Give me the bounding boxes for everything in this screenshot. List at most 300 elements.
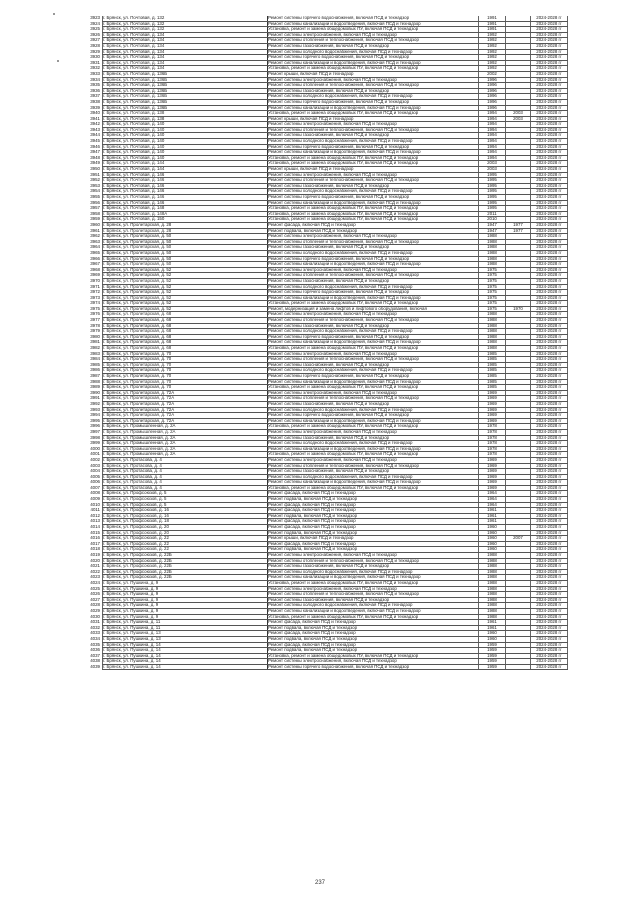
work-type-cell: Установка, ремонт и замена общедомовых ПУ, включая ПСД и технадзор: [268, 580, 479, 586]
row-number: 4000: [90, 446, 100, 451]
build-year-cell: 1988: [479, 580, 506, 586]
address-cell: г. Брянск, ул. Почтовая, д. 134: [103, 55, 268, 61]
work-type-cell: Ремонт системы канализации и водоотведения, включая ПСД и технадзор: [268, 480, 479, 486]
table-row: [86, 183, 568, 189]
planned-period-cell: 2024-2028 гг: [531, 513, 568, 519]
row-number: 3983: [90, 351, 100, 356]
address-cell: г. Брянск, ул. Почтовая, д. 132: [103, 16, 268, 21]
work-type-cell: Установка, ремонт и замена общедомовых ПУ, включая ПСД и технадзор: [268, 653, 479, 659]
row-number: 3948: [90, 155, 100, 160]
address-cell: г. Брянск, ул. Пролетарская, д. 52: [103, 290, 268, 296]
row-number: 3969: [90, 272, 100, 278]
build-year-cell: 1988: [479, 340, 506, 346]
table-row: [86, 16, 568, 21]
work-type-cell: Ремонт системы электроснабжения, включая ПСД и технадзор: [268, 32, 479, 38]
planned-period-cell: 2024-2028 гг: [531, 312, 568, 318]
row-number: 4020: [90, 558, 100, 563]
address-cell: г. Брянск, ул. Пролетарская, д. 28: [103, 228, 268, 234]
address-cell: г. Брянск, ул. Пролетарская, д. 68: [103, 312, 268, 318]
build-year-cell: 1969: [479, 413, 506, 419]
address-cell: г. Брянск, ул. Пушкина, д. 14: [103, 653, 268, 659]
address-cell: г. Брянск, ул. Почтовая, д. 140: [103, 127, 268, 133]
table-row: [86, 508, 568, 514]
address-cell: г. Брянск, ул. Почтовая, д. 140: [103, 155, 268, 161]
build-year-cell: 1969: [479, 390, 506, 396]
planned-period-cell: 2024-2028 гг: [531, 71, 568, 77]
table-row: [86, 195, 568, 201]
address-cell: г. Брянск, ул. Пролетарская, д. 68: [103, 334, 268, 340]
table-row: [86, 614, 568, 620]
planned-period-cell: 2024-2028 гг: [531, 508, 568, 514]
row-number: 3945: [90, 138, 100, 144]
table-row: [86, 553, 568, 559]
table-row: [86, 429, 568, 435]
planned-period-cell: 2024-2028 гг: [531, 597, 568, 603]
row-number: 4009: [90, 496, 100, 502]
table-row: [86, 21, 568, 27]
table-row: [86, 116, 568, 122]
build-year-cell: 1996: [479, 83, 506, 89]
row-number: 3930: [90, 54, 100, 60]
build-year-cell: 1975: [479, 278, 506, 284]
table-row: [86, 625, 568, 631]
work-type-cell: Ремонт системы канализации и водоотведения, включая ПСД и технадзор: [268, 418, 479, 424]
table-row: [86, 295, 568, 301]
row-number: 3979: [90, 328, 100, 334]
row-number: 4010: [90, 502, 100, 507]
build-year-cell: 1969: [479, 485, 506, 491]
planned-period-cell: 2024-2028 гг: [531, 250, 568, 256]
address-cell: г. Брянск, ул. Профсоюзов, д. 22: [103, 536, 268, 542]
build-year-cell: 1961: [479, 513, 506, 519]
row-number: 4024: [90, 580, 100, 585]
address-cell: г. Брянск, ул. Пролетарская, д. 70: [103, 374, 268, 380]
row-number: 3978: [90, 323, 100, 328]
work-type-cell: Ремонт системы газоснабжения, включая ПСД и технадзор: [268, 43, 479, 49]
build-year-cell: 1995: [479, 200, 506, 206]
row-number: 3968: [90, 267, 100, 272]
planned-period-cell: 2024-2028 гг: [531, 144, 568, 150]
row-number: 4022: [90, 569, 100, 574]
table-row: [86, 71, 568, 77]
build-year-cell: 1969: [479, 396, 506, 402]
planned-period-cell: 2024-2028 гг: [531, 368, 568, 374]
row-number: 3990: [90, 390, 100, 395]
work-type-cell: Ремонт системы отопления и теплоснабжения, включая ПСД и технадзор: [268, 83, 479, 89]
table-row: [86, 396, 568, 402]
work-type-cell: Ремонт системы отопления и теплоснабжения, включая ПСД и технадзор: [268, 178, 479, 184]
row-number: 3999: [90, 440, 100, 446]
build-year-cell: 1988: [479, 575, 506, 581]
row-number: 4026: [90, 591, 100, 597]
build-year-cell: 1995: [479, 178, 506, 184]
planned-period-cell: 2024-2028 гг: [531, 49, 568, 55]
address-cell: г. Брянск, ул. Пролетарская, д. 52: [103, 267, 268, 273]
row-number: 4006: [90, 479, 100, 485]
address-cell: г. Брянск, ул. Пролетарская, д. 72А: [103, 401, 268, 407]
address-cell: г. Брянск, ул. Пушкина, д. 9: [103, 614, 268, 620]
planned-period-cell: 2024-2028 гг: [531, 653, 568, 659]
table-row: [86, 519, 568, 525]
build-year-cell: 2011: [479, 211, 506, 217]
capital-repair-table: [86, 16, 568, 670]
work-type-cell: Ремонт системы горячего водоснабжения, включая ПСД и технадзор: [268, 664, 479, 670]
work-type-cell: Ремонт системы отопления и теплоснабжения, включая ПСД и технадзор: [268, 318, 479, 324]
table-row: [86, 351, 568, 357]
work-type-cell: Ремонт системы канализации и водоотведения, включая ПСД и технадзор: [268, 295, 479, 301]
row-number: 3965: [90, 250, 100, 255]
build-year-cell: 1988: [479, 312, 506, 318]
planned-period-cell: 2024-2028 гг: [531, 167, 568, 173]
table-row: [86, 485, 568, 491]
row-number: 3977: [90, 317, 100, 323]
table-row: [86, 497, 568, 503]
row-number: 3960: [90, 222, 100, 227]
address-cell: г. Брянск, ул. Почтовая, д. 146: [103, 178, 268, 184]
row-number: 4002: [90, 457, 100, 462]
row-number: 4016: [90, 535, 100, 541]
work-type-cell: Ремонт системы отопления и теплоснабжения, включая ПСД и технадзор: [268, 357, 479, 363]
row-number: 4021: [90, 563, 100, 569]
address-cell: г. Брянск, ул. Промышленная, д. 2А: [103, 446, 268, 452]
planned-period-cell: 2024-2028 гг: [531, 541, 568, 547]
row-number: 4031: [90, 619, 100, 625]
planned-period-cell: 2024-2028 гг: [531, 614, 568, 620]
work-type-cell: Установка, ремонт и замена общедомовых ПУ, включая ПСД и технадзор: [268, 161, 479, 167]
row-number: 3936: [90, 88, 100, 93]
build-year-cell: 1975: [479, 301, 506, 307]
table-row: [86, 586, 568, 592]
table-row: [86, 38, 568, 44]
row-number: 4039: [90, 664, 100, 669]
build-year-cell: 1995: [479, 183, 506, 189]
last-repair-year-cell: [506, 664, 531, 670]
work-type-cell: Установка, ремонт и замена общедомовых ПУ, включая ПСД и технадзор: [268, 206, 479, 212]
work-type-cell: Ремонт системы электроснабжения, включая ПСД и технадзор: [268, 122, 479, 128]
address-cell: г. Брянск, ул. Пролетарская, д. 68: [103, 318, 268, 324]
build-year-cell: 1975: [479, 290, 506, 296]
address-cell: г. Брянск, ул. Почтовая, д. 136Б: [103, 83, 268, 89]
address-cell: г. Брянск, ул. Почтовая, д. 146: [103, 183, 268, 189]
last-repair-year-cell: 1977: [506, 222, 531, 228]
address-cell: г. Брянск, ул. Пушкина, д. 9: [103, 592, 268, 598]
address-cell: г. Брянск, ул. Почтовая, д. 146: [103, 195, 268, 201]
build-year-cell: 1985: [479, 351, 506, 357]
build-year-cell: 1994: [479, 144, 506, 150]
work-type-cell: Ремонт системы газоснабжения, включая ПСД и технадзор: [268, 183, 479, 189]
address-cell: г. Брянск, ул. Пролетарская, д. 52: [103, 301, 268, 307]
planned-period-cell: 2024-2028 гг: [531, 301, 568, 307]
row-number: 3934: [90, 77, 100, 82]
planned-period-cell: 2024-2028 гг: [531, 452, 568, 458]
table-row: [86, 441, 568, 447]
build-year-cell: 1988: [479, 592, 506, 598]
planned-period-cell: 2024-2028 гг: [531, 256, 568, 262]
address-cell: г. Брянск, ул. Пролетарская, д. 52: [103, 284, 268, 290]
row-number: 3942: [90, 121, 100, 127]
work-type-cell: Ремонт крыши, включая ПСД и технадзор: [268, 116, 479, 122]
last-repair-year-cell: 2007: [506, 536, 531, 542]
build-year-cell: 1988: [479, 256, 506, 262]
row-number: 3975: [90, 306, 100, 311]
work-type-cell: Ремонт системы электроснабжения, включая ПСД и технадзор: [268, 172, 479, 178]
planned-period-cell: 2024-2028 гг: [531, 234, 568, 240]
address-cell: г. Брянск, ул. Почтовая, д. 140: [103, 139, 268, 145]
row-number: 3980: [90, 334, 100, 339]
row-number: 4015: [90, 530, 100, 535]
work-type-cell: Ремонт системы горячего водоснабжения, включая ПСД и технадзор: [268, 99, 479, 105]
planned-period-cell: 2024-2028 гг: [531, 178, 568, 184]
row-number: 3944: [90, 132, 100, 138]
row-number: 3937: [90, 93, 100, 99]
work-type-cell: Ремонт системы отопления и теплоснабжения, включая ПСД и технадзор: [268, 558, 479, 564]
address-cell: г. Брянск, ул. Почтовая, д. 134: [103, 49, 268, 55]
address-cell: г. Брянск, ул. Почтовая, д. 140: [103, 144, 268, 150]
table-row: [86, 334, 568, 340]
build-year-cell: 1992: [479, 55, 506, 61]
row-number: 3964: [90, 244, 100, 250]
table-row: [86, 222, 568, 228]
work-type-cell: Ремонт подвала, включая ПСД и технадзор: [268, 513, 479, 519]
table-row: [86, 206, 568, 212]
build-year-cell: 1992: [479, 38, 506, 44]
address-cell: г. Брянск, ул. Пушкина, д. 14: [103, 659, 268, 665]
planned-period-cell: 2024-2028 гг: [531, 396, 568, 402]
table-row: [86, 659, 568, 665]
build-year-cell: 1969: [479, 457, 506, 463]
address-cell: г. Брянск, ул. Почтовая, д. 146: [103, 200, 268, 206]
work-type-cell: Установка, ремонт и замена общедомовых ПУ, включая ПСД и технадзор: [268, 452, 479, 458]
work-type-cell: Ремонт системы газоснабжения, включая ПСД и технадзор: [268, 133, 479, 139]
address-cell: г. Брянск, ул. Пушкина, д. 9: [103, 608, 268, 614]
work-type-cell: Ремонт системы холодного водоснабжения, включая ПСД и технадзор: [268, 49, 479, 55]
row-number: 3995: [90, 418, 100, 423]
row-number: 4012: [90, 513, 100, 518]
table-row: [86, 664, 568, 670]
address-cell: г. Брянск, ул. Почтовая, д. 134: [103, 66, 268, 72]
work-type-cell: Ремонт подвала, включая ПСД и технадзор: [268, 625, 479, 631]
work-type-cell: Ремонт системы холодного водоснабжения, включая ПСД и технадзор: [268, 603, 479, 609]
build-year-cell: 1959: [479, 664, 506, 670]
table-row: [86, 547, 568, 553]
row-number: 4017: [90, 541, 100, 546]
row-number: 3939: [90, 105, 100, 110]
build-year-cell: 1960: [479, 636, 506, 642]
planned-period-cell: 2024-2028 гг: [531, 385, 568, 391]
planned-period-cell: 2024-2028 гг: [531, 239, 568, 245]
address-cell: г. Брянск, ул. Почтовая, д. 148: [103, 206, 268, 212]
table-row: [86, 105, 568, 111]
table-body: [86, 16, 568, 670]
build-year-cell: 1960: [479, 541, 506, 547]
table-row: [86, 575, 568, 581]
planned-period-cell: 2024-2028 гг: [531, 502, 568, 508]
address-cell: г. Брянск, ул. Пролетарская, д. 70: [103, 368, 268, 374]
work-type-cell: Ремонт системы холодного водоснабжения, включая ПСД и технадзор: [268, 284, 479, 290]
table-row: [86, 200, 568, 206]
build-year-cell: 1985: [479, 379, 506, 385]
planned-period-cell: 2024-2028 гг: [531, 664, 568, 670]
work-type-cell: Ремонт системы отопления и теплоснабжения, включая ПСД и технадзор: [268, 38, 479, 44]
planned-period-cell: 2024-2028 гг: [531, 575, 568, 581]
address-cell: г. Брянск, ул. Профсоюзов, д. 22Б: [103, 553, 268, 559]
build-year-cell: 1985: [479, 374, 506, 380]
address-cell: г. Брянск, ул. Профсоюзов, д. 16: [103, 508, 268, 514]
build-year-cell: 1988: [479, 586, 506, 592]
planned-period-cell: 2024-2028 гг: [531, 172, 568, 178]
planned-period-cell: 2024-2028 гг: [531, 116, 568, 122]
build-year-cell: 1996: [479, 105, 506, 111]
address-cell: г. Брянск, ул. Протасова, д. 4: [103, 469, 268, 475]
table-row: [86, 469, 568, 475]
planned-period-cell: 2024-2028 гг: [531, 401, 568, 407]
table-row: [86, 256, 568, 262]
planned-period-cell: 2024-2028 гг: [531, 306, 568, 312]
build-year-cell: 1961: [479, 625, 506, 631]
build-year-cell: 1969: [479, 480, 506, 486]
row-number: 4030: [90, 614, 100, 619]
row-number: 4034: [90, 636, 100, 641]
row-number: 3941: [90, 116, 100, 121]
address-cell: г. Брянск, ул. Промышленная, д. 2А: [103, 435, 268, 441]
work-type-cell: Ремонт системы канализации и водоотведения, включая ПСД и технадзор: [268, 379, 479, 385]
row-number: 3947: [90, 149, 100, 155]
build-year-cell: 1975: [479, 306, 506, 312]
table-row: [86, 49, 568, 55]
table-row: [86, 452, 568, 458]
table-row: [86, 306, 568, 312]
table-row: [86, 541, 568, 547]
build-year-cell: 1994: [479, 111, 506, 117]
planned-period-cell: 2024-2028 гг: [531, 228, 568, 234]
planned-period-cell: 2024-2028 гг: [531, 457, 568, 463]
planned-period-cell: 2024-2028 гг: [531, 424, 568, 430]
address-cell: г. Брянск, ул. Почтовая, д. 148А: [103, 211, 268, 217]
build-year-cell: 1961: [479, 519, 506, 525]
address-cell: г. Брянск, ул. Протасова, д. 4: [103, 474, 268, 480]
work-type-cell: Ремонт системы отопления и теплоснабжения, включая ПСД и технадзор: [268, 396, 479, 402]
planned-period-cell: 2024-2028 гг: [531, 222, 568, 228]
address-cell: г. Брянск, ул. Почтовая, д. 136Б: [103, 88, 268, 94]
planned-period-cell: 2024-2028 гг: [531, 519, 568, 525]
build-year-cell: 1994: [479, 139, 506, 145]
table-row: [86, 217, 568, 223]
row-number: 3931: [90, 60, 100, 65]
planned-period-cell: 2024-2028 гг: [531, 133, 568, 139]
address-cell: г. Брянск, ул. Почтовая, д. 144: [103, 161, 268, 167]
planned-period-cell: 2024-2028 гг: [531, 474, 568, 480]
planned-period-cell: 2024-2028 гг: [531, 346, 568, 352]
work-type-cell: Ремонт системы электроснабжения, включая ПСД и технадзор: [268, 234, 479, 240]
table-row: [86, 245, 568, 251]
build-year-cell: 1992: [479, 49, 506, 55]
planned-period-cell: 2024-2028 гг: [531, 195, 568, 201]
planned-period-cell: 2024-2028 гг: [531, 636, 568, 642]
address-cell: г. Брянск, ул. Пушкина, д. 9: [103, 586, 268, 592]
planned-period-cell: 2024-2028 гг: [531, 111, 568, 117]
work-type-cell: Ремонт подвала, включая ПСД и технадзор: [268, 497, 479, 503]
build-year-cell: 1988: [479, 334, 506, 340]
address-cell: г. Брянск, ул. Пролетарская, д. 68: [103, 329, 268, 335]
planned-period-cell: 2024-2028 гг: [531, 94, 568, 100]
row-number: 3954: [90, 188, 100, 194]
planned-period-cell: 2024-2028 гг: [531, 189, 568, 195]
row-number: 3924: [90, 21, 100, 26]
table-row: [86, 362, 568, 368]
row-number: 4029: [90, 608, 100, 613]
address-cell: г. Брянск, ул. Пушкина, д. 9: [103, 597, 268, 603]
address-cell: г. Брянск, ул. Почтовая, д. 138: [103, 111, 268, 117]
planned-period-cell: 2024-2028 гг: [531, 547, 568, 553]
row-number: 3958: [90, 211, 100, 216]
planned-period-cell: 2024-2028 гг: [531, 608, 568, 614]
planned-period-cell: 2024-2028 гг: [531, 659, 568, 665]
table-row: [86, 55, 568, 61]
table-row: [86, 418, 568, 424]
address-cell: г. Брянск, ул. Протасова, д. 4: [103, 485, 268, 491]
planned-period-cell: 2024-2028 гг: [531, 625, 568, 631]
address-cell: г. Брянск, ул. Профсоюзов, д. 5: [103, 491, 268, 497]
planned-period-cell: 2024-2028 гг: [531, 435, 568, 441]
row-number: 3935: [90, 82, 100, 88]
table-row: [86, 379, 568, 385]
row-number: 3997: [90, 429, 100, 434]
work-type-cell: Ремонт подвала, включая ПСД и технадзор: [268, 648, 479, 654]
last-repair-year-cell: 1970: [506, 306, 531, 312]
row-number: 3992: [90, 401, 100, 406]
address-cell: г. Брянск, ул. Протасова, д. 4: [103, 463, 268, 469]
work-type-cell: Ремонт системы отопления и теплоснабжения, включая ПСД и технадзор: [268, 592, 479, 598]
work-type-cell: Ремонт системы газоснабжения, включая ПСД и технадзор: [268, 469, 479, 475]
address-cell: г. Брянск, ул. Почтовая, д. 136Б: [103, 105, 268, 111]
address-cell: г. Брянск, ул. Профсоюзов, д. 20: [103, 525, 268, 531]
planned-period-cell: 2024-2028 гг: [531, 491, 568, 497]
work-type-cell: Ремонт системы газоснабжения, включая ПСД и технадзор: [268, 362, 479, 368]
table-row: [86, 502, 568, 508]
address-cell: г. Брянск, ул. Протасова, д. 4: [103, 457, 268, 463]
address-cell: г. Брянск, ул. Промышленная, д. 2А: [103, 424, 268, 430]
planned-period-cell: 2024-2028 гг: [531, 592, 568, 598]
build-year-cell: 1959: [479, 648, 506, 654]
address-cell: г. Брянск, ул. Почтовая, д. 150: [103, 217, 268, 223]
table-row: [86, 284, 568, 290]
work-type-cell: Ремонт подвала, включая ПСД и технадзор: [268, 547, 479, 553]
row-number: 3984: [90, 356, 100, 362]
address-cell: г. Брянск, ул. Пушкина, д. 14: [103, 642, 268, 648]
row-number: 3994: [90, 412, 100, 418]
planned-period-cell: 2024-2028 гг: [531, 127, 568, 133]
table-row: [86, 525, 568, 531]
address-cell: г. Брянск, ул. Почтовая, д. 140: [103, 150, 268, 156]
table-row: [86, 167, 568, 173]
build-year-cell: 1959: [479, 642, 506, 648]
table-row: [86, 603, 568, 609]
address-cell: г. Брянск, ул. Профсоюзов, д. 18: [103, 519, 268, 525]
address-cell: г. Брянск, ул. Пролетарская, д. 70: [103, 357, 268, 363]
row-number: 4014: [90, 524, 100, 530]
work-type-cell: Ремонт системы электроснабжения, включая ПСД и технадзор: [268, 77, 479, 83]
row-number: 4001: [90, 451, 100, 457]
work-type-cell: Установка, ремонт и замена общедомовых ПУ, включая ПСД и технадзор: [268, 614, 479, 620]
work-type-cell: Ремонт системы электроснабжения, включая ПСД и технадзор: [268, 586, 479, 592]
address-cell: г. Брянск, ул. Почтовая, д. 140: [103, 133, 268, 139]
planned-period-cell: 2024-2028 гг: [531, 99, 568, 105]
build-year-cell: 1994: [479, 150, 506, 156]
row-number: 3988: [90, 379, 100, 384]
build-year-cell: 1978: [479, 446, 506, 452]
row-number: 4003: [90, 463, 100, 468]
work-type-cell: Ремонт фасада, включая ПСД и технадзор: [268, 519, 479, 525]
